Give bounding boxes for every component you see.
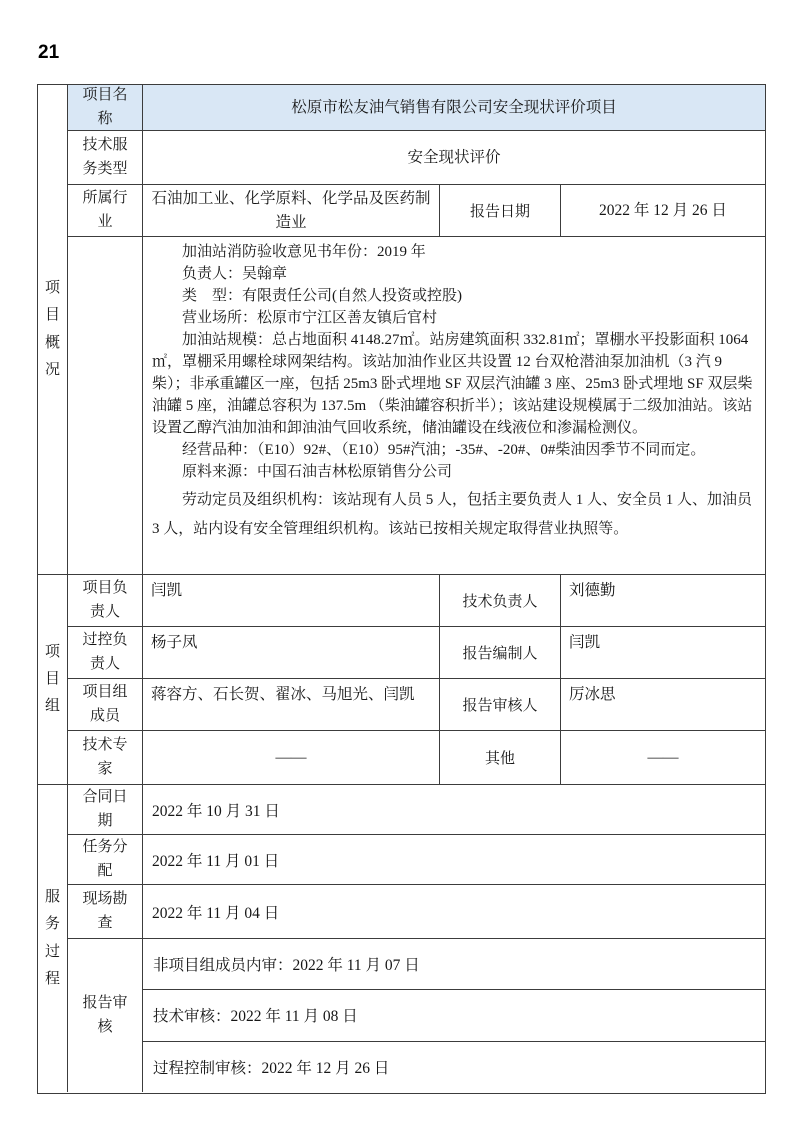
section-project-team: [38, 575, 765, 785]
process-control-leader-label: 过控负责人: [68, 627, 143, 678]
overview-paragraph: 加油站消防验收意见书年份：2019 年: [182, 244, 426, 260]
process-rows: [68, 785, 765, 1092]
site-survey-label: 现场勘查: [68, 885, 143, 938]
overview-paragraph: 负责人：吴翰章: [182, 266, 288, 282]
service-type-label: 技术服务类型: [68, 131, 143, 184]
row-industry: [68, 185, 765, 237]
process-control-leader-value: 杨子凤: [143, 627, 440, 678]
report-review-items: [143, 939, 765, 1092]
row-task-assignment: [68, 835, 765, 885]
team-rows: [68, 575, 765, 784]
review-item-internal: 非项目组成员内审：2022 年 11 月 07 日: [143, 939, 765, 990]
page-number: 21: [38, 42, 60, 63]
tech-leader-value: 刘德勤: [569, 582, 616, 599]
site-survey-value: 2022 年 11 月 04 日: [152, 904, 280, 922]
team-members-label: 项目组成员: [68, 679, 143, 730]
section-side-cell: [38, 85, 68, 574]
overview-paragraph: 类 型：有限责任公司(自然人投资或控股): [182, 288, 462, 304]
overview-side-label: 项目概况: [44, 279, 60, 378]
tech-expert-label: 技术专家: [68, 731, 143, 784]
contract-date-value: 2022 年 10 月 31 日: [152, 802, 280, 820]
report-date-label: 报告日期: [440, 185, 561, 236]
tech-leader-label: 技术负责人: [440, 575, 561, 626]
section-side-cell: [38, 575, 68, 784]
section-side-cell: [38, 785, 68, 1092]
task-assignment-value: 2022 年 11 月 01 日: [152, 852, 280, 870]
project-name-label: 项目名称: [68, 85, 143, 130]
other-label: 其他: [440, 731, 561, 784]
section-service-process: [38, 785, 765, 1092]
project-leader-value: 闫凯: [143, 575, 440, 626]
overview-paragraph: 加油站规模：总占地面积 4148.27㎡。站房建筑面积 332.81㎡；罩棚水平投影面积 1064㎡，罩棚采用螺栓球网架结构。该站加油作业区共设置 12 台双枪潜油泵加油机（3 汽 9 柴）；非承重罐区一座，包括 25m3 卧式埋地 SF 双层汽油罐 3 座、25m3 卧式埋地 SF 双层柴油罐 5 座，油罐总容积为 137.5m （柴油罐容积折半）；该站建设规模属于二级加油站。该站设置乙醇汽油加油和卸油油气回收系统，储油罐设在线液位和渗漏检测仪。: [152, 332, 753, 436]
report-date-value: 2022 年 12 月 26 日: [599, 201, 727, 219]
overview-text-cell: [143, 237, 765, 574]
review-item-process-control: 过程控制审核：2022 年 12 月 26 日: [153, 1059, 390, 1077]
overview-paragraph: 经营品种：（E10）92#、（E10）95#汽油；-35#、-20#、0#柴油因季节不同而定。: [182, 442, 706, 458]
team-side-label: 项目组: [44, 643, 60, 715]
section-project-overview: [38, 85, 765, 575]
contract-date-label: 合同日期: [68, 785, 143, 834]
row-site-survey: [68, 885, 765, 939]
overview-paragraph: 劳动定员及组织机构：该站现有人员 5 人，包括主要负责人 1 人、安全员 1 人、加油员 3 人，站内设有安全管理组织机构。该站已按相关规定取得营业执照等。: [152, 492, 753, 537]
tech-expert-value: ——: [143, 731, 440, 784]
overview-paragraph: 营业场所：松原市宁江区善友镇后官村: [182, 310, 438, 326]
table-row: [68, 627, 765, 679]
process-side-label: 服务过程: [44, 888, 60, 987]
review-item-technical: 技术审核：2022 年 11 月 08 日: [143, 990, 765, 1041]
project-name-value: 松原市松友油气销售有限公司安全现状评价项目: [143, 85, 765, 130]
table-row: [68, 575, 765, 627]
report-author-label: 报告编制人: [440, 627, 561, 678]
row-overview-text: [68, 237, 765, 574]
report-review-label: 报告审核: [68, 939, 143, 1092]
team-members-value: 蒋容方、石长贺、翟冰、马旭光、闫凯: [143, 679, 440, 730]
row-contract-date: [68, 785, 765, 835]
report-reviewer-value: 厉冰思: [569, 686, 616, 703]
report-reviewer-label: 报告审核人: [440, 679, 561, 730]
service-type-value: 安全现状评价: [407, 148, 501, 166]
industry-label: 所属行业: [68, 185, 143, 236]
task-assignment-label: 任务分配: [68, 835, 143, 884]
row-service-type: [68, 131, 765, 185]
project-leader-label: 项目负责人: [68, 575, 143, 626]
row-report-review: [68, 939, 765, 1092]
other-value: ——: [647, 748, 679, 766]
table-row: [68, 731, 765, 784]
report-author-value: 闫凯: [569, 634, 601, 651]
overview-paragraph: 原料来源：中国石油吉林松原销售分公司: [182, 464, 453, 480]
overview-rows: [68, 85, 765, 574]
table-row: [68, 679, 765, 731]
overview-empty-label-cell: [68, 237, 143, 574]
industry-value: 石油加工业、化学原料、化学品及医药制造业: [143, 185, 440, 236]
row-project-name: [68, 85, 765, 131]
project-info-table: [37, 84, 766, 1094]
